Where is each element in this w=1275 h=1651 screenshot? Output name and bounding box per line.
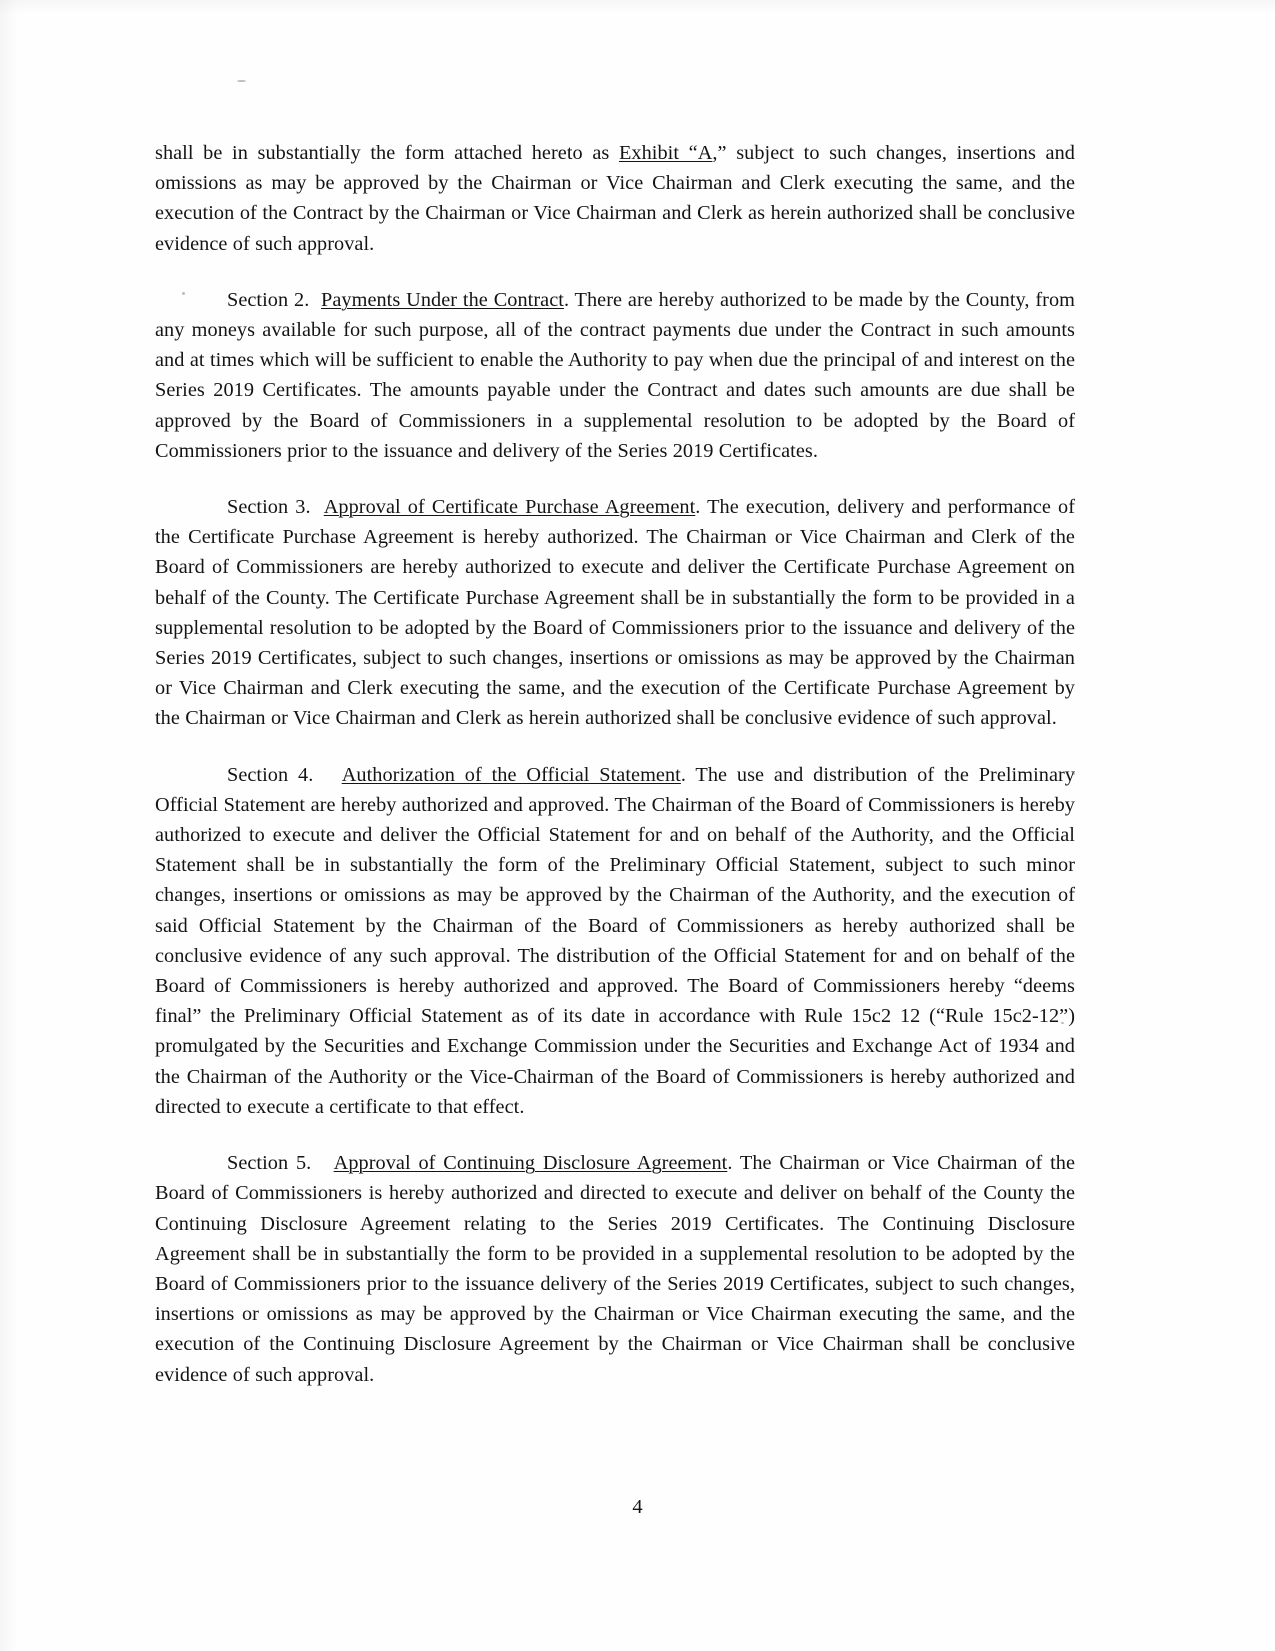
paragraph-continuation	[155, 138, 1075, 259]
paragraph-section-3	[155, 492, 1075, 734]
section-2-body: . There are hereby authorized to be made by the County, from any moneys available for such purpose, all of the contract payments due under the Contract in such amounts and at times which will be sufficient to enable the Authority to pay when due the principal of and interest on the Series 2019 Certificates. The amounts payable under the Contract and dates such amounts are due shall be approved by the Board of Commissioners in a supplemental resolution to be adopted by the Board of Commissioners prior to the issuance and delivery of the Series 2019 Certificates.	[155, 288, 1076, 462]
text-run: shall be in substantially the form attached hereto as	[155, 142, 619, 164]
section-4-label: Section 4.	[227, 763, 314, 786]
underlined-exhibit-reference: Exhibit “A	[618, 142, 713, 164]
section-5-body: . The Chairman or Vice Chairman of the Board of Commissioners is hereby authorized and directed to execute and deliver on behalf of the County the Continuing Disclosure Agreement relating to the Series 2019 Certificates. The Continuing Disclosure Agreement shall be in substantially the form to be provided in a supplemental resolution to be adopted by the Board of Commissioners prior to the issuance delivery of the Series 2019 Certificates, subject to such changes, insertions or omissions as may be approved by the Chairman or Vice Chairman executing the same, and the execution of the Continuing Disclosure Agreement by the Chairman or Vice Chairman shall be conclusive evidence of such approval.	[155, 1152, 1076, 1386]
paragraph-section-5	[155, 1148, 1075, 1390]
section-3-heading: Approval of Certificate Purchase Agreement	[323, 496, 696, 519]
scan-edge-shading-left	[0, 0, 18, 1651]
scan-speck	[237, 80, 246, 82]
section-4-body: . The use and distribution of the Preliminary Official Statement are hereby authorized and approved. The Chairman of the Board of Commissioners is hereby authorized to execute and deliver the Official Statement for and on behalf of the Authority, and the Official Statement shall be in substantially the form of the Preliminary Official Statement, subject to such minor changes, insertions or omissions as may be approved by the Chairman of the Authority, and the execution of said Official Statement by the Chairman of the Board of Commissioners as hereby authorized shall be conclusive evidence of any such approval. The distribution of the Official Statement for and on behalf of the Board of Commissioners is hereby authorized and approved. The Board of Commissioners hereby “deems final” the Preliminary Official Statement as of its date in accordance with Rule 15c2 12 (“Rule 15c2-12”) promulgated by the Securities and Exchange Commission under the Securities and Exchange Act of 1934 and the Chairman of the Authority or the Vice-Chairman of the Board of Commissioners is hereby authorized and directed to execute a certificate to that effect.	[155, 763, 1075, 1118]
page-number: 4	[632, 1496, 643, 1518]
text-run: ,” subject to such changes, insertions and omissions as may be approved by the Chairman or Vice Chairman and Clerk executing the same, and the execution of the Contract by the Chairman or Vice Chairman and Clerk as herein authorized shall be conclusive evidence of such approval.	[155, 142, 1075, 255]
paragraph-section-2	[155, 285, 1075, 466]
section-5-heading: Approval of Continuing Disclosure Agreement	[333, 1152, 728, 1175]
paragraph-section-4	[155, 760, 1075, 1122]
section-2-heading: Payments Under the Contract	[321, 288, 564, 311]
scan-edge-shading-top	[0, 0, 1275, 14]
section-3-body: . The execution, delivery and performance of the Certificate Purchase Agreement is hereby authorized. The Chairman or Vice Chairman and Clerk of the Board of Commissioners are hereby authorized to execute and deliver the Certificate Purchase Agreement on behalf of the County. The Certificate Purchase Agreement shall be in substantially the form to be provided in a supplemental resolution to be adopted by the Board of Commissioners prior to the issuance and delivery of the Series 2019 Certificates, subject to such changes, insertions or omissions as may be approved by the Chairman or Vice Chairman and Clerk executing the same, and the execution of the Certificate Purchase Agreement by the Chairman or Vice Chairman and Clerk as herein authorized shall be conclusive evidence of such approval.	[155, 496, 1075, 730]
section-5-label: Section 5.	[227, 1152, 312, 1175]
section-3-label: Section 3.	[227, 496, 311, 519]
document-text-body	[155, 138, 1075, 1390]
section-2-label: Section 2.	[227, 288, 310, 311]
section-4-heading: Authorization of the Official Statement	[341, 763, 681, 786]
